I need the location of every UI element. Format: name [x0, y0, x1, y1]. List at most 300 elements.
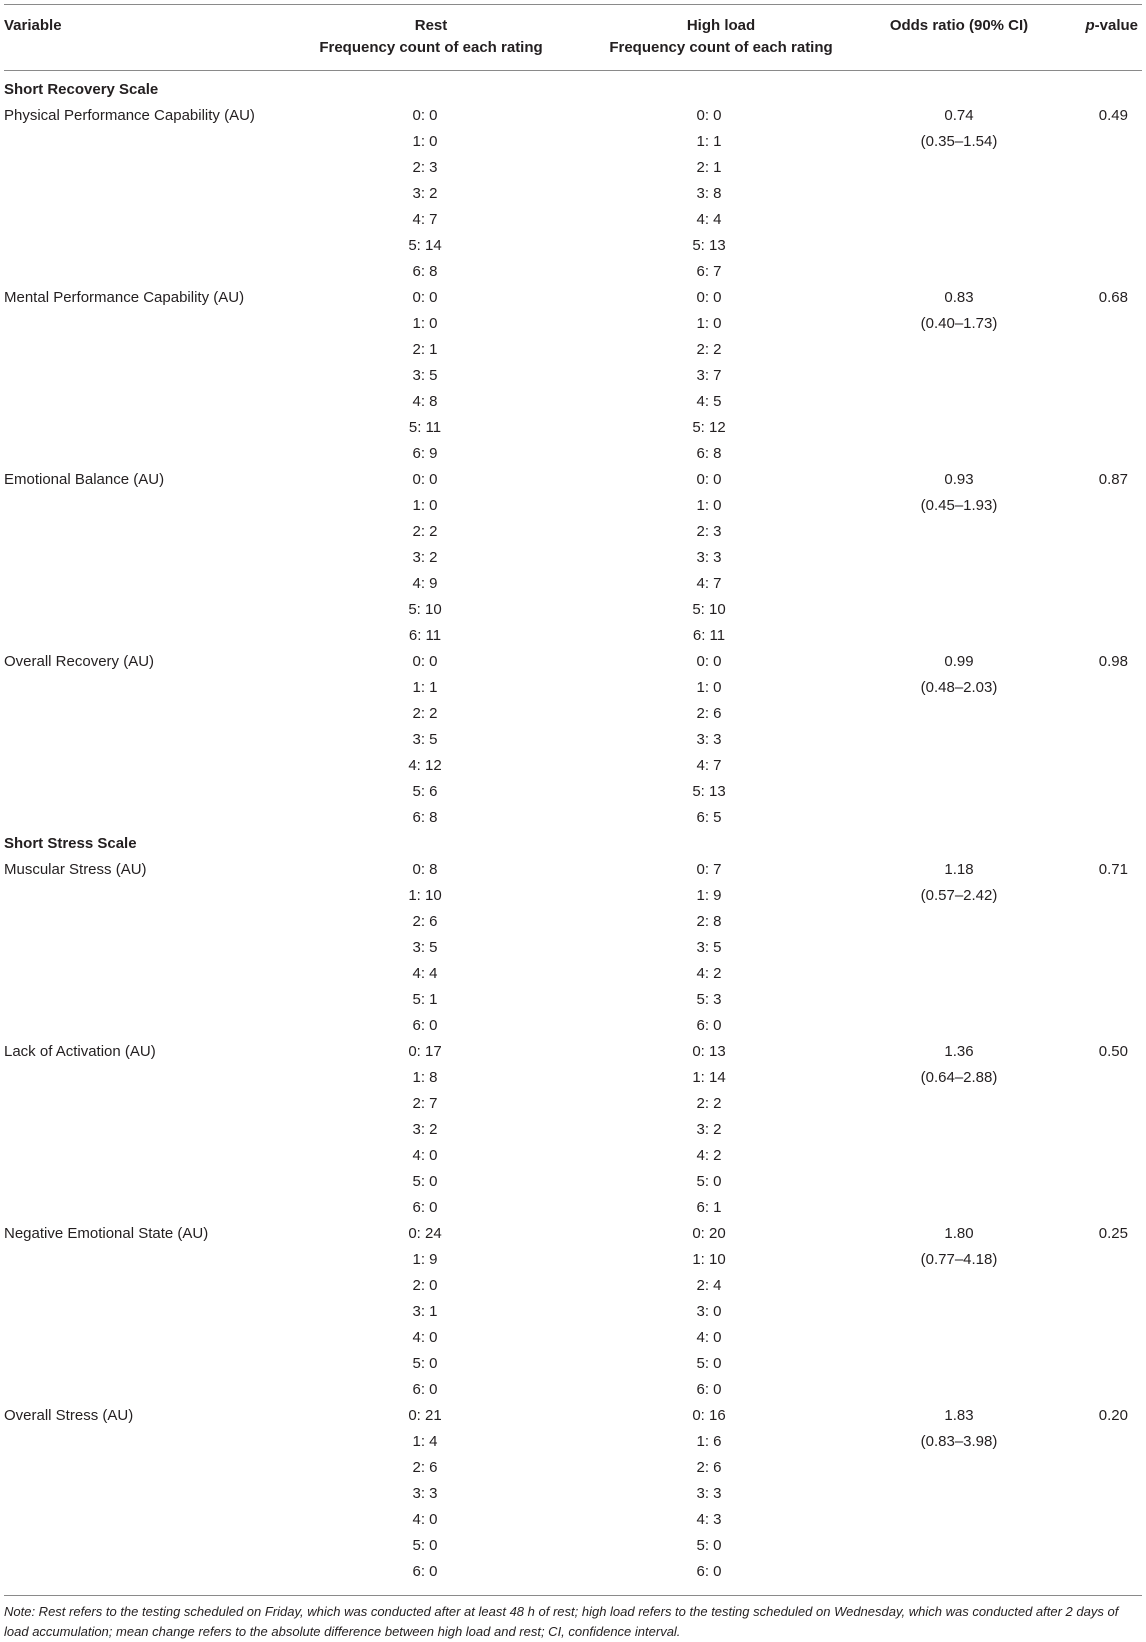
table-row — [4, 1091, 1142, 1117]
rest-count: 2: 2 — [412, 523, 438, 540]
high-load-count: 6: 11 — [692, 627, 726, 644]
table-row — [4, 1377, 1142, 1403]
header-p-italic: p — [1085, 17, 1095, 34]
rest-count: 3: 1 — [412, 1303, 438, 1320]
confidence-interval: (0.57–2.42) — [920, 887, 998, 904]
high-load-count: 6: 0 — [696, 1563, 722, 1580]
variable-cell-empty — [4, 1533, 286, 1559]
variable-cell-empty — [4, 1065, 286, 1091]
variable-cell-empty — [4, 1143, 286, 1169]
high-load-count: 6: 7 — [696, 263, 722, 280]
odds-cell-empty — [866, 1325, 1052, 1351]
p-value: 0.87 — [1098, 471, 1128, 488]
table-row — [4, 233, 1142, 259]
high-load-count: 2: 3 — [696, 523, 722, 540]
rest-count: 4: 9 — [412, 575, 438, 592]
rest-count: 2: 0 — [412, 1277, 438, 1294]
table-row — [4, 129, 1142, 155]
odds-cell-empty — [866, 259, 1052, 285]
table-row — [4, 909, 1142, 935]
variable-cell-empty — [4, 1559, 286, 1589]
header-p-value — [1052, 5, 1142, 71]
rest-count: 6: 9 — [412, 445, 438, 462]
p-cell-empty — [1052, 363, 1142, 389]
variable-cell-empty — [4, 259, 286, 285]
rest-count: 6: 8 — [412, 809, 438, 826]
odds-ratio-value: 0.74 — [944, 107, 974, 124]
rest-count: 6: 0 — [412, 1017, 438, 1034]
p-cell-empty — [1052, 1377, 1142, 1403]
table-row — [4, 805, 1142, 831]
variable-cell-empty — [4, 1377, 286, 1403]
high-load-count: 3: 3 — [696, 1485, 722, 1502]
header-rest — [286, 5, 576, 71]
table-row — [4, 1429, 1142, 1455]
high-load-count: 6: 1 — [696, 1199, 722, 1216]
confidence-interval: (0.48–2.03) — [920, 679, 998, 696]
high-load-count: 5: 13 — [692, 783, 726, 800]
table-row — [4, 467, 1142, 493]
p-value: 0.50 — [1098, 1043, 1128, 1060]
odds-ratio-value: 0.83 — [944, 289, 974, 306]
variable-cell-empty — [4, 129, 286, 155]
odds-ratio-value: 1.80 — [944, 1225, 974, 1242]
table-row — [4, 1507, 1142, 1533]
rest-count: 6: 11 — [408, 627, 442, 644]
table-row — [4, 1117, 1142, 1143]
table-row — [4, 415, 1142, 441]
high-load-count: 5: 3 — [696, 991, 722, 1008]
odds-cell-empty — [866, 363, 1052, 389]
p-cell-empty — [1052, 701, 1142, 727]
high-load-count: 5: 0 — [696, 1355, 722, 1372]
rest-count: 0: 0 — [412, 653, 438, 670]
p-cell-empty — [1052, 233, 1142, 259]
high-load-count: 2: 2 — [696, 341, 722, 358]
p-cell-empty — [1052, 1429, 1142, 1455]
table-row — [4, 519, 1142, 545]
high-load-count: 4: 5 — [696, 393, 722, 410]
p-value: 0.71 — [1098, 861, 1128, 878]
high-load-count: 4: 7 — [696, 575, 722, 592]
variable-cell-empty — [4, 1013, 286, 1039]
table-row — [4, 1299, 1142, 1325]
section-row — [4, 831, 1142, 857]
p-cell-empty — [1052, 129, 1142, 155]
rest-count: 2: 1 — [412, 341, 438, 358]
variable-cell-empty — [4, 1091, 286, 1117]
rest-count: 3: 2 — [412, 1121, 438, 1138]
p-cell-empty — [1052, 675, 1142, 701]
high-load-count: 5: 13 — [692, 237, 726, 254]
table-row — [4, 961, 1142, 987]
rest-count: 5: 11 — [408, 419, 442, 436]
p-cell-empty — [1052, 1325, 1142, 1351]
rest-count: 2: 7 — [412, 1095, 438, 1112]
rest-count: 3: 2 — [412, 549, 438, 566]
rest-count: 4: 0 — [412, 1147, 438, 1164]
variable-cell-empty — [4, 961, 286, 987]
rest-count: 2: 2 — [412, 705, 438, 722]
variable-cell-empty — [4, 623, 286, 649]
header-high-title: High load — [686, 17, 756, 34]
p-cell-empty — [1052, 935, 1142, 961]
confidence-interval: (0.83–3.98) — [920, 1433, 998, 1450]
rest-count: 5: 10 — [408, 601, 442, 618]
high-load-count: 0: 0 — [696, 289, 722, 306]
high-load-count: 1: 9 — [696, 887, 722, 904]
p-cell-empty — [1052, 805, 1142, 831]
table-row — [4, 1195, 1142, 1221]
p-cell-empty — [1052, 545, 1142, 571]
odds-cell-empty — [866, 1143, 1052, 1169]
table-row — [4, 1481, 1142, 1507]
variable-cell-empty — [4, 909, 286, 935]
odds-cell-empty — [866, 753, 1052, 779]
odds-cell-empty — [866, 779, 1052, 805]
high-load-count: 3: 0 — [696, 1303, 722, 1320]
high-load-count: 3: 5 — [696, 939, 722, 956]
table-footnote: Note: Rest refers to the testing scheduled on Friday, which was conducted after at least 48 h of rest; high load refers to the testing scheduled on Wednesday, which was conducted after 2 days of load accumulation; mean change refers to the absolute difference between high load and rest; CI, confidence interval. — [4, 1595, 1142, 1642]
p-cell-empty — [1052, 311, 1142, 337]
table-row — [4, 285, 1142, 311]
p-cell-empty — [1052, 987, 1142, 1013]
rest-count: 5: 0 — [412, 1537, 438, 1554]
p-value: 0.20 — [1098, 1407, 1128, 1424]
odds-cell-empty — [866, 571, 1052, 597]
odds-cell-empty — [866, 1481, 1052, 1507]
odds-cell-empty — [866, 1377, 1052, 1403]
odds-cell-empty — [866, 701, 1052, 727]
p-cell-empty — [1052, 389, 1142, 415]
high-load-count: 6: 8 — [696, 445, 722, 462]
odds-ratio-value: 0.93 — [944, 471, 974, 488]
p-value: 0.49 — [1098, 107, 1128, 124]
high-load-count: 0: 16 — [692, 1407, 726, 1424]
odds-cell-empty — [866, 597, 1052, 623]
variable-cell-empty — [4, 701, 286, 727]
high-load-count: 6: 5 — [696, 809, 722, 826]
table-row — [4, 883, 1142, 909]
p-cell-empty — [1052, 519, 1142, 545]
rest-count: 0: 8 — [412, 861, 438, 878]
variable-cell-empty — [4, 1455, 286, 1481]
variable-cell-empty — [4, 883, 286, 909]
high-load-count: 0: 0 — [696, 107, 722, 124]
variable-cell-empty — [4, 1195, 286, 1221]
rest-count: 4: 8 — [412, 393, 438, 410]
variable-cell-empty — [4, 441, 286, 467]
table-row — [4, 1403, 1142, 1429]
variable-name: Negative Emotional State (AU) — [4, 1225, 209, 1242]
odds-cell-empty — [866, 935, 1052, 961]
rest-count: 1: 0 — [412, 315, 438, 332]
table-row — [4, 545, 1142, 571]
high-load-count: 5: 12 — [692, 419, 726, 436]
table-row — [4, 935, 1142, 961]
p-cell-empty — [1052, 1273, 1142, 1299]
table-row — [4, 1143, 1142, 1169]
p-cell-empty — [1052, 1091, 1142, 1117]
variable-cell-empty — [4, 675, 286, 701]
p-cell-empty — [1052, 337, 1142, 363]
variable-cell-empty — [4, 545, 286, 571]
header-high-subtitle: Frequency count of each rating — [609, 39, 833, 56]
table-row — [4, 441, 1142, 467]
variable-cell-empty — [4, 311, 286, 337]
variable-cell-empty — [4, 181, 286, 207]
p-value: 0.25 — [1098, 1225, 1128, 1242]
variable-cell-empty — [4, 337, 286, 363]
rest-count: 4: 0 — [412, 1511, 438, 1528]
p-cell-empty — [1052, 1065, 1142, 1091]
variable-cell-empty — [4, 233, 286, 259]
rest-count: 1: 0 — [412, 133, 438, 150]
p-cell-empty — [1052, 883, 1142, 909]
odds-cell-empty — [866, 987, 1052, 1013]
odds-cell-empty — [866, 233, 1052, 259]
high-load-count: 1: 6 — [696, 1433, 722, 1450]
high-load-count: 0: 7 — [696, 861, 722, 878]
rest-count: 0: 17 — [408, 1043, 442, 1060]
header-odds-ratio: Odds ratio (90% CI) — [889, 17, 1029, 34]
high-load-count: 1: 0 — [696, 315, 722, 332]
variable-cell-empty — [4, 753, 286, 779]
rest-count: 6: 0 — [412, 1563, 438, 1580]
variable-cell-empty — [4, 779, 286, 805]
table-body — [4, 71, 1142, 1590]
high-load-count: 3: 2 — [696, 1121, 722, 1138]
odds-cell-empty — [866, 1299, 1052, 1325]
high-load-count: 1: 1 — [696, 133, 722, 150]
table-row — [4, 701, 1142, 727]
table-row — [4, 675, 1142, 701]
odds-cell-empty — [866, 519, 1052, 545]
variable-cell-empty — [4, 207, 286, 233]
table-row — [4, 181, 1142, 207]
rest-count: 2: 6 — [412, 913, 438, 930]
rest-count: 3: 5 — [412, 939, 438, 956]
rest-count: 2: 6 — [412, 1459, 438, 1476]
high-load-count: 2: 4 — [696, 1277, 722, 1294]
odds-cell-empty — [866, 415, 1052, 441]
odds-ratio-value: 1.36 — [944, 1043, 974, 1060]
table-row — [4, 103, 1142, 129]
high-load-count: 0: 0 — [696, 653, 722, 670]
table-row — [4, 1065, 1142, 1091]
p-cell-empty — [1052, 961, 1142, 987]
high-load-count: 2: 2 — [696, 1095, 722, 1112]
table-row — [4, 311, 1142, 337]
table-row — [4, 623, 1142, 649]
odds-cell-empty — [866, 961, 1052, 987]
variable-name: Overall Stress (AU) — [4, 1407, 134, 1424]
confidence-interval: (0.77–4.18) — [920, 1251, 998, 1268]
confidence-interval: (0.64–2.88) — [920, 1069, 998, 1086]
p-cell-empty — [1052, 1169, 1142, 1195]
variable-name: Lack of Activation (AU) — [4, 1043, 156, 1060]
odds-cell-empty — [866, 181, 1052, 207]
variable-cell-empty — [4, 155, 286, 181]
odds-cell-empty — [866, 207, 1052, 233]
rest-count: 6: 0 — [412, 1199, 438, 1216]
odds-ratio-value: 1.83 — [944, 1407, 974, 1424]
table-row — [4, 1039, 1142, 1065]
p-cell-empty — [1052, 1559, 1142, 1589]
rest-count: 4: 7 — [412, 211, 438, 228]
odds-cell-empty — [866, 1559, 1052, 1589]
variable-cell-empty — [4, 1351, 286, 1377]
high-load-count: 1: 0 — [696, 497, 722, 514]
odds-cell-empty — [866, 1533, 1052, 1559]
variable-cell-empty — [4, 1507, 286, 1533]
high-load-count: 1: 0 — [696, 679, 722, 696]
rest-count: 0: 0 — [412, 107, 438, 124]
header-p-suffix: -value — [1094, 17, 1138, 34]
high-load-count: 6: 0 — [696, 1017, 722, 1034]
rest-count: 1: 10 — [408, 887, 442, 904]
variable-name: Muscular Stress (AU) — [4, 861, 147, 878]
odds-ratio-value: 1.18 — [944, 861, 974, 878]
high-load-count: 4: 4 — [696, 211, 722, 228]
header-high-load — [576, 5, 866, 71]
variable-cell-empty — [4, 1247, 286, 1273]
table-row — [4, 1325, 1142, 1351]
high-load-count: 5: 0 — [696, 1537, 722, 1554]
odds-cell-empty — [866, 1351, 1052, 1377]
variable-name: Mental Performance Capability (AU) — [4, 289, 245, 306]
p-cell-empty — [1052, 597, 1142, 623]
table-header — [4, 5, 1142, 71]
table-row — [4, 493, 1142, 519]
table-row — [4, 1533, 1142, 1559]
rest-count: 1: 9 — [412, 1251, 438, 1268]
p-cell-empty — [1052, 1481, 1142, 1507]
p-cell-empty — [1052, 779, 1142, 805]
confidence-interval: (0.40–1.73) — [920, 315, 998, 332]
odds-cell-empty — [866, 727, 1052, 753]
header-rest-subtitle: Frequency count of each rating — [319, 39, 543, 56]
variable-cell-empty — [4, 1429, 286, 1455]
high-load-count: 4: 0 — [696, 1329, 722, 1346]
high-load-count: 3: 8 — [696, 185, 722, 202]
p-cell-empty — [1052, 155, 1142, 181]
p-cell-empty — [1052, 909, 1142, 935]
variable-cell-empty — [4, 727, 286, 753]
table-row — [4, 857, 1142, 883]
variable-cell-empty — [4, 1481, 286, 1507]
odds-cell-empty — [866, 155, 1052, 181]
rest-count: 1: 8 — [412, 1069, 438, 1086]
rest-count: 4: 4 — [412, 965, 438, 982]
p-cell-empty — [1052, 441, 1142, 467]
table-row — [4, 1013, 1142, 1039]
rest-count: 0: 21 — [408, 1407, 442, 1424]
high-load-count: 2: 1 — [696, 159, 722, 176]
variable-cell-empty — [4, 519, 286, 545]
rest-count: 5: 6 — [412, 783, 438, 800]
high-load-count: 6: 0 — [696, 1381, 722, 1398]
variable-name: Overall Recovery (AU) — [4, 653, 155, 670]
table-row — [4, 649, 1142, 675]
variable-cell-empty — [4, 987, 286, 1013]
odds-cell-empty — [866, 337, 1052, 363]
header-rest-title: Rest — [414, 17, 448, 34]
section-title: Short Stress Scale — [4, 835, 137, 852]
table-row — [4, 259, 1142, 285]
high-load-count: 2: 8 — [696, 913, 722, 930]
p-cell-empty — [1052, 181, 1142, 207]
odds-cell-empty — [866, 1117, 1052, 1143]
p-cell-empty — [1052, 1351, 1142, 1377]
table-row — [4, 389, 1142, 415]
confidence-interval: (0.45–1.93) — [920, 497, 998, 514]
table-row — [4, 207, 1142, 233]
rest-count: 3: 3 — [412, 1485, 438, 1502]
odds-cell-empty — [866, 1507, 1052, 1533]
high-load-count: 3: 7 — [696, 367, 722, 384]
table-row — [4, 1455, 1142, 1481]
p-value: 0.98 — [1098, 653, 1128, 670]
odds-cell-empty — [866, 909, 1052, 935]
results-table-container — [4, 4, 1142, 1642]
p-cell-empty — [1052, 1533, 1142, 1559]
high-load-count: 0: 20 — [692, 1225, 726, 1242]
p-cell-empty — [1052, 1013, 1142, 1039]
variable-cell-empty — [4, 805, 286, 831]
p-cell-empty — [1052, 1195, 1142, 1221]
table-row — [4, 1351, 1142, 1377]
p-cell-empty — [1052, 493, 1142, 519]
variable-cell-empty — [4, 1299, 286, 1325]
variable-cell-empty — [4, 1117, 286, 1143]
p-cell-empty — [1052, 259, 1142, 285]
variable-cell-empty — [4, 935, 286, 961]
high-load-count: 3: 3 — [696, 731, 722, 748]
table-row — [4, 1169, 1142, 1195]
table-row — [4, 1221, 1142, 1247]
high-load-count: 2: 6 — [696, 1459, 722, 1476]
rest-count: 0: 0 — [412, 289, 438, 306]
p-cell-empty — [1052, 1247, 1142, 1273]
table-row — [4, 363, 1142, 389]
variable-cell-empty — [4, 1273, 286, 1299]
odds-cell-empty — [866, 1091, 1052, 1117]
variable-name: Physical Performance Capability (AU) — [4, 107, 255, 124]
high-load-count: 4: 2 — [696, 1147, 722, 1164]
high-load-count: 5: 0 — [696, 1173, 722, 1190]
table-row — [4, 1273, 1142, 1299]
odds-cell-empty — [866, 1455, 1052, 1481]
rest-count: 3: 5 — [412, 731, 438, 748]
odds-cell-empty — [866, 545, 1052, 571]
table-row — [4, 727, 1142, 753]
p-cell-empty — [1052, 1143, 1142, 1169]
variable-cell-empty — [4, 389, 286, 415]
rest-count: 6: 8 — [412, 263, 438, 280]
high-load-count: 1: 10 — [692, 1251, 726, 1268]
header-row — [4, 5, 1142, 71]
variable-cell-empty — [4, 571, 286, 597]
rest-count: 1: 1 — [412, 679, 438, 696]
high-load-count: 4: 3 — [696, 1511, 722, 1528]
p-cell-empty — [1052, 415, 1142, 441]
rest-count: 4: 12 — [408, 757, 442, 774]
rest-count: 3: 5 — [412, 367, 438, 384]
p-cell-empty — [1052, 1507, 1142, 1533]
odds-cell-empty — [866, 1013, 1052, 1039]
high-load-count: 1: 14 — [692, 1069, 726, 1086]
